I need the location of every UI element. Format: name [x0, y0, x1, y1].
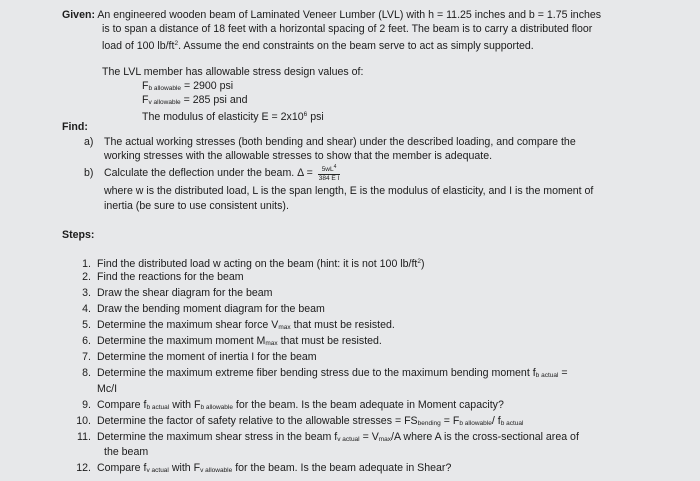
step-8-sub: b actual: [535, 372, 559, 379]
step-number: 7.: [82, 351, 91, 363]
step-number: 6.: [82, 335, 91, 347]
given-line-1: [62, 9, 601, 22]
given-line-3-sup: 2: [174, 40, 179, 47]
fv-allowable: [142, 94, 248, 109]
step-1-post: ): [420, 258, 425, 270]
given-line-2: is to span a distance of 18 feet with a horizontal spacing of 2 feet. The beam is to carry a distributed floor: [102, 23, 593, 35]
step-9-sub-1: b actual: [146, 404, 170, 411]
step-2-text: Find the reactions for the beam: [97, 271, 244, 283]
step-5-sub: max: [278, 324, 291, 331]
step-6: [74, 335, 382, 350]
step-10-sub-3: b actual: [500, 420, 524, 427]
step-5-pre: Determine the maximum shear force V: [97, 319, 279, 331]
numerator-text: 5wL: [321, 166, 334, 174]
deflection-text: Calculate the deflection under the beam. Δ =: [104, 167, 313, 179]
step-number: 5.: [82, 319, 91, 331]
modulus-of-elasticity: [142, 108, 324, 124]
step-10-b: = F: [440, 415, 460, 427]
step-2: [74, 271, 244, 284]
step-10-a: Determine the factor of safety relative to the allowable stresses = FS: [97, 415, 418, 427]
given-label: Given:: [62, 9, 95, 21]
numerator-sup: 4: [333, 164, 337, 171]
step-8-post: =: [558, 367, 568, 379]
step-11: [74, 431, 579, 446]
fb-allowable: [142, 80, 233, 95]
step-12-b: with F: [168, 462, 201, 474]
find-b-line-3: inertia (be sure to use consistent units).: [104, 200, 289, 212]
step-8-line-2: Mc/I: [97, 383, 118, 395]
step-4: [74, 303, 325, 316]
step-8: [74, 367, 568, 382]
step-11-line-2: the beam: [104, 446, 149, 458]
find-b-line-2: where w is the distributed load, L is the span length, E is the modulus of elasticity, and I is the moment of: [104, 185, 594, 197]
step-9-c: for the beam. Is the beam adequate in Moment capacity?: [232, 399, 504, 411]
step-5-post: that must be resisted.: [290, 319, 395, 331]
step-8-pre: Determine the maximum extreme fiber bending stress due to the maximum bending moment f: [97, 367, 536, 379]
modulus-sup: 6: [303, 111, 308, 118]
step-6-sub: max: [265, 340, 278, 347]
deflection-formula: [318, 163, 341, 183]
step-12-sub-1: v actual: [146, 467, 169, 474]
find-b-line-1: [104, 163, 342, 183]
given-line-3-pre: load of 100 lb/ft: [102, 40, 175, 52]
step-4-text: Draw the bending moment diagram for the beam: [97, 303, 325, 315]
given-line-3-post: . Assume the end constraints on the beam serve to act as simply supported.: [178, 40, 534, 52]
step-1-sup: 2: [417, 258, 421, 265]
step-11-b: = V: [359, 431, 379, 443]
fv-main: F: [142, 94, 149, 106]
step-9-a: Compare f: [97, 399, 147, 411]
given-line-3: [102, 37, 534, 53]
step-number: 10.: [76, 415, 91, 427]
deflection-denominator: 384 E I: [318, 175, 340, 183]
step-number: 1.: [82, 258, 91, 270]
modulus-pre: The modulus of elasticity E = 2x10: [142, 111, 304, 123]
step-9: [74, 399, 504, 414]
step-6-post: that must be resisted.: [277, 335, 382, 347]
find-a-line-1: The actual working stresses (both bending and shear) under the described loading, and compare the: [104, 136, 576, 148]
deflection-numerator: [318, 163, 341, 175]
step-5: [74, 319, 395, 334]
step-11-c: /A where A is the cross-sectional area of: [391, 431, 579, 443]
step-number: 11.: [77, 431, 91, 443]
step-number: 4.: [82, 303, 91, 315]
find-a-line-2: working stresses with the allowable stresses to show that the member is adequate.: [104, 150, 493, 162]
step-number: 3.: [82, 287, 91, 299]
step-12-a: Compare f: [97, 462, 147, 474]
step-12-sub-2: v allowable: [200, 467, 233, 474]
given-text-1: An engineered wooden beam of Laminated Veneer Lumber (LVL) with h = 11.25 inches and b = 1.75 inches: [97, 9, 602, 21]
step-number: 8.: [82, 367, 91, 379]
step-number: 2.: [82, 271, 91, 283]
fv-sub: v allowable: [148, 99, 181, 106]
step-11-sub-2: max: [378, 436, 392, 443]
find-label: Find:: [62, 121, 88, 133]
step-1-pre: Find the distributed load w acting on the beam (hint: it is not 100 lb/ft: [97, 258, 418, 270]
fb-value: = 2900 psi: [181, 80, 234, 92]
step-11-a: Determine the maximum shear stress in the beam f: [97, 431, 338, 443]
step-9-sub-2: b allowable: [200, 404, 233, 411]
fb-main: F: [142, 80, 149, 92]
step-12-c: for the beam. Is the beam adequate in Shear?: [232, 462, 452, 474]
modulus-post: psi: [307, 111, 324, 123]
step-3-text: Draw the shear diagram for the beam: [97, 287, 273, 299]
step-10-c: / f: [491, 415, 501, 427]
find-a-letter: a): [84, 136, 94, 148]
step-number: 9.: [82, 399, 91, 411]
steps-label: Steps:: [62, 229, 95, 241]
step-6-pre: Determine the maximum moment M: [97, 335, 266, 347]
find-b-letter: b): [84, 167, 94, 179]
step-7-text: Determine the moment of inertia I for the beam: [97, 351, 317, 363]
step-7: [74, 351, 317, 364]
step-10-sub-2: b allowable: [459, 420, 492, 427]
step-11-sub-1: v actual: [337, 436, 360, 443]
lvl-intro: The LVL member has allowable stress design values of:: [102, 66, 364, 78]
step-9-b: with F: [169, 399, 201, 411]
step-10: [74, 415, 523, 430]
step-number: 12.: [76, 462, 91, 474]
step-12: [74, 462, 451, 477]
fb-sub: b allowable: [148, 85, 182, 92]
step-10-sub-1: bending: [417, 420, 441, 427]
step-1: [74, 255, 425, 271]
step-3: [74, 287, 272, 300]
fv-value: = 285 psi and: [180, 94, 248, 106]
